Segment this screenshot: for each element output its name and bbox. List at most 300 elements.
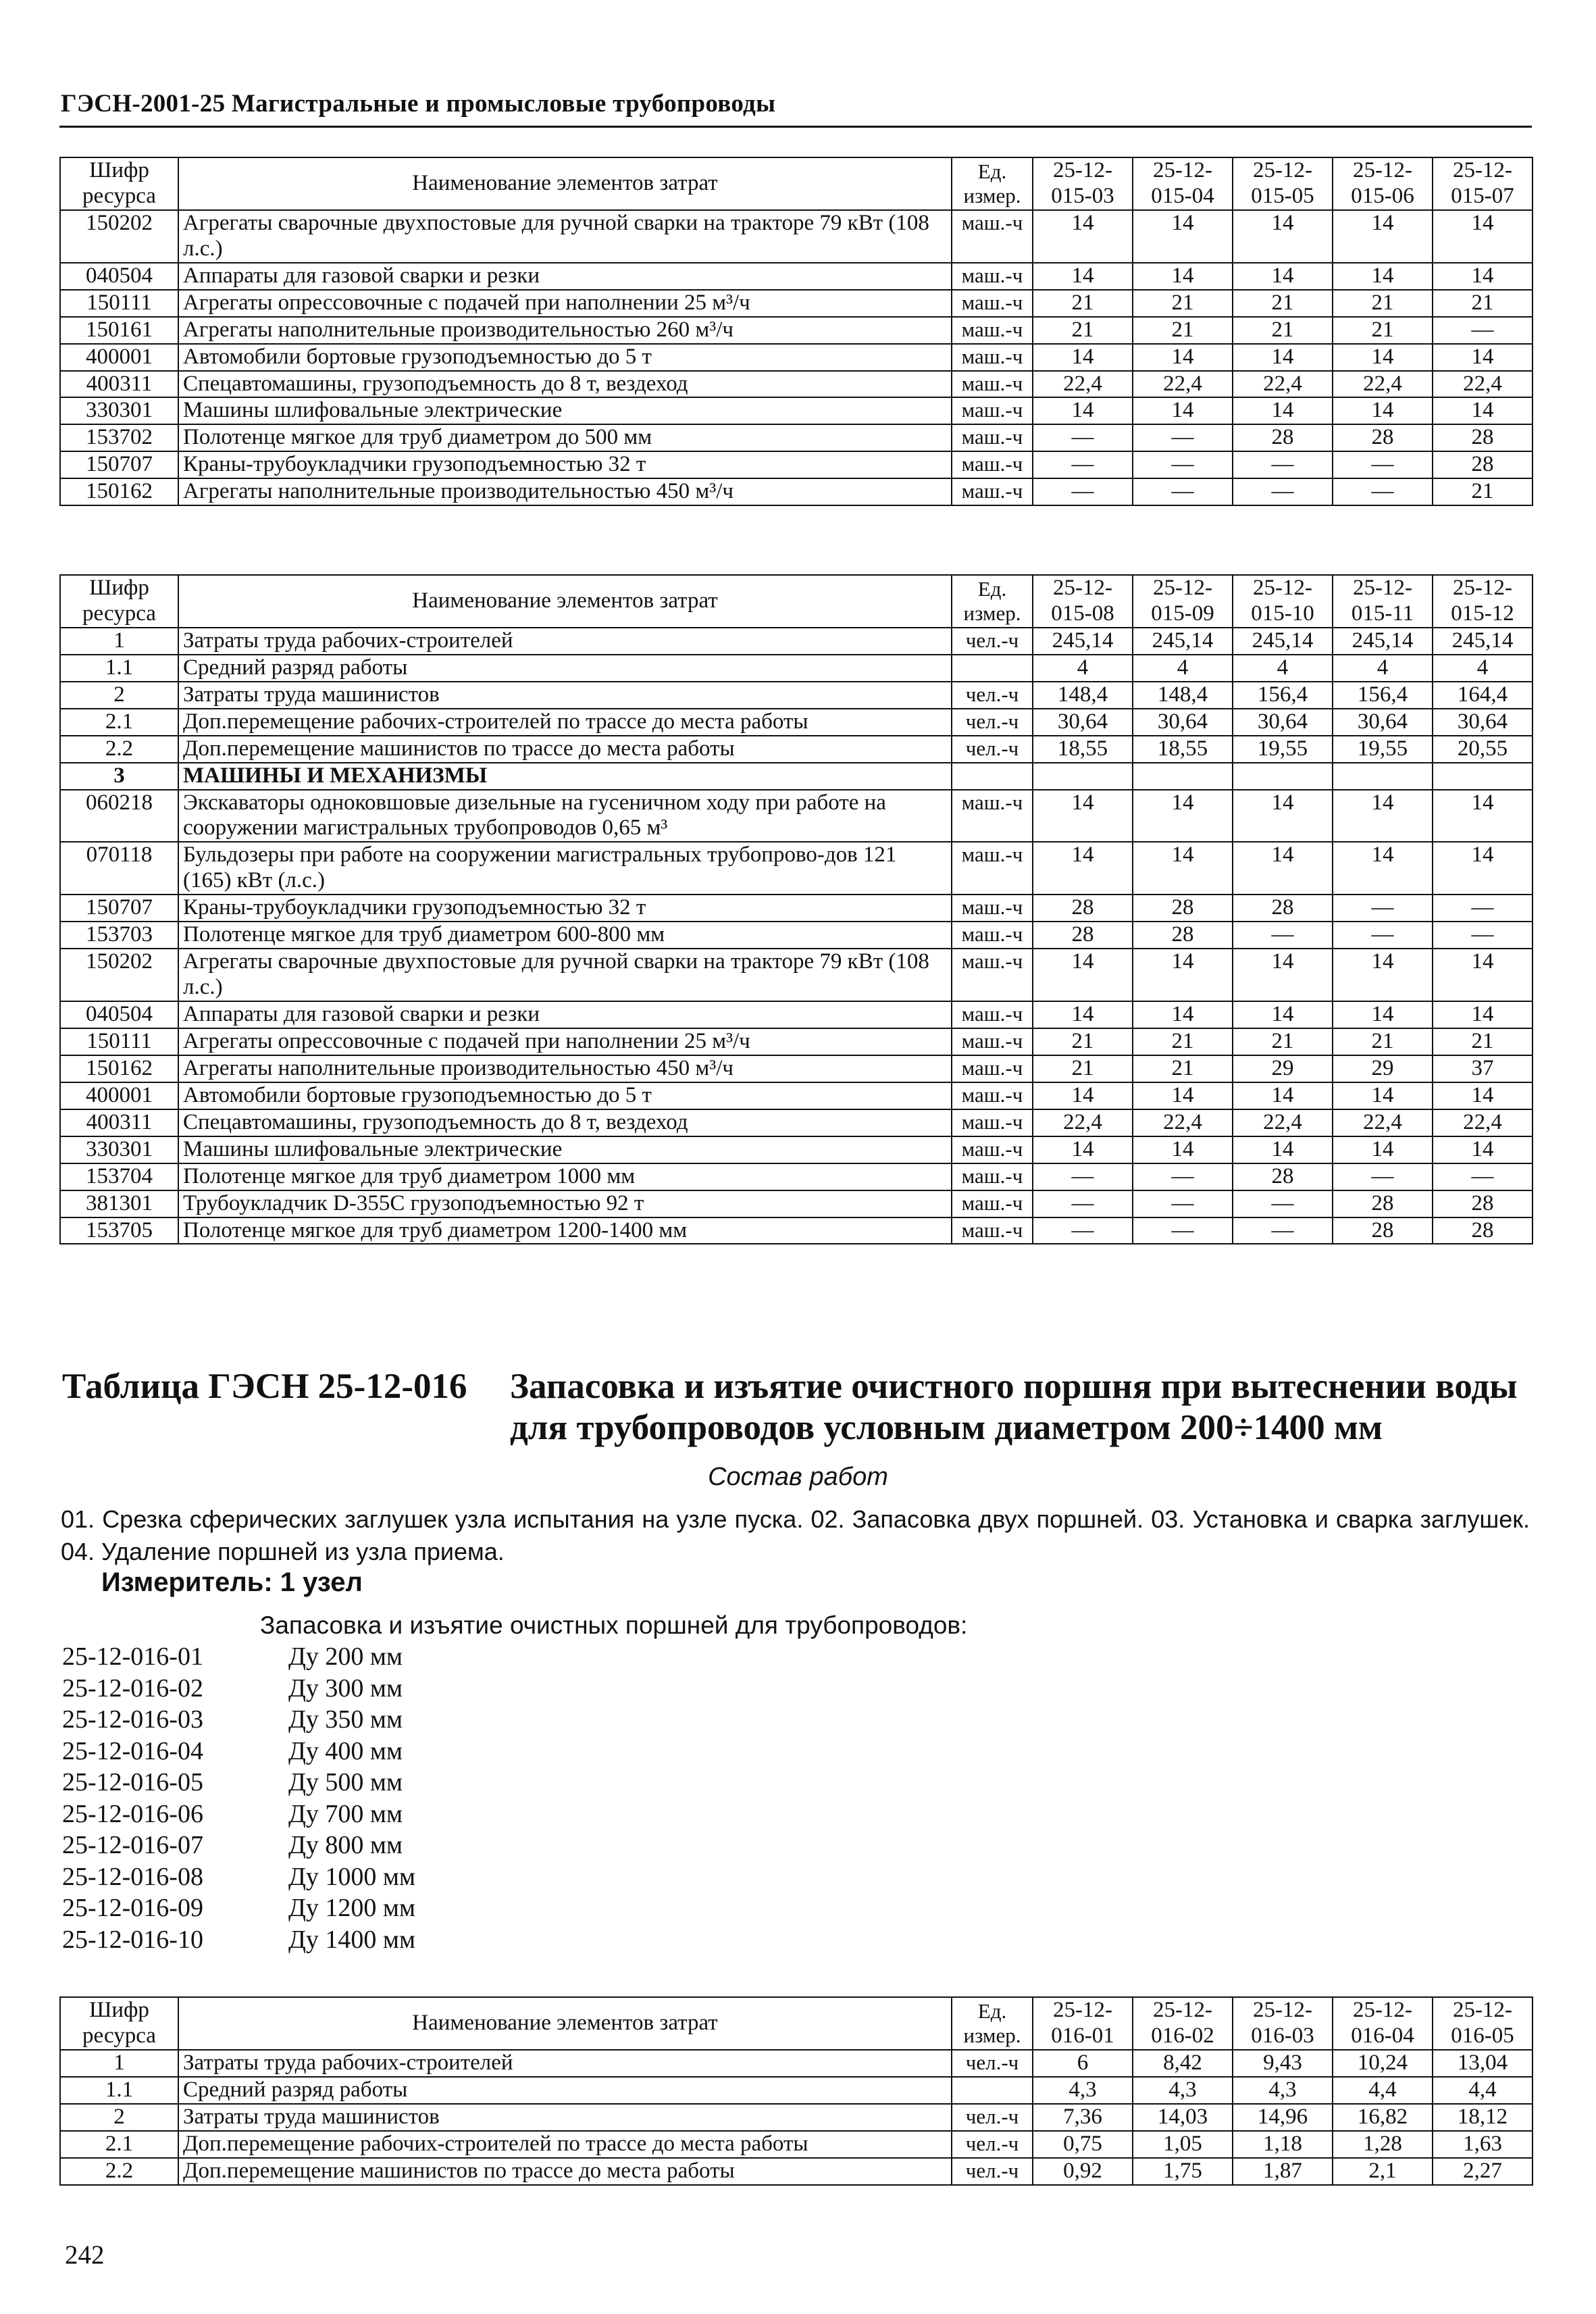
- resource-name-cell: Автомобили бортовые грузоподъемностью до 5 т: [178, 344, 952, 371]
- value-cell: 21: [1033, 1055, 1133, 1082]
- unit-cell: маш.-ч: [952, 1217, 1033, 1244]
- value-cell: 28: [1233, 424, 1333, 451]
- resource-name-cell: Автомобили бортовые грузоподъемностью до 5 т: [178, 1082, 952, 1109]
- header-rate-code-cell: [1033, 575, 1133, 628]
- table-row: [60, 263, 1533, 290]
- rate-code-line: 25-12-: [1253, 1998, 1312, 2022]
- value-cell: —: [1333, 478, 1433, 505]
- rate-code: 25-12-016-01: [62, 1642, 203, 1671]
- unit-cell: чел.-ч: [952, 682, 1033, 709]
- value-cell: 4: [1033, 655, 1133, 682]
- value-cell: 0,92: [1033, 2158, 1133, 2185]
- resource-name-cell: Затраты труда машинистов: [178, 2104, 952, 2131]
- resource-name-cell: Краны-трубоукладчики грузоподъемностью 32 т: [178, 895, 952, 922]
- resource-name-cell: Полотенце мягкое для труб диаметром 1000 мм: [178, 1163, 952, 1190]
- value-cell: 21: [1333, 317, 1433, 344]
- value-cell: [1233, 763, 1333, 790]
- value-cell: 14: [1433, 949, 1533, 1001]
- resource-code-cell: 153702: [60, 424, 178, 451]
- value-cell: [1333, 763, 1433, 790]
- unit-cell: маш.-ч: [952, 478, 1033, 505]
- rate-code: 25-12-016-10: [62, 1925, 203, 1954]
- value-cell: 4: [1233, 655, 1333, 682]
- rate-code: 25-12-016-06: [62, 1799, 203, 1828]
- table-row: [60, 842, 1533, 895]
- page-header: ГЭСН-2001-25 Магистральные и промысловые трубопроводы: [61, 90, 776, 118]
- resource-name-cell: Доп.перемещение рабочих-строителей по трассе до места работы: [178, 2131, 952, 2158]
- table-row: [60, 922, 1533, 949]
- code-list-item: [62, 1799, 415, 1831]
- value-cell: —: [1233, 451, 1333, 478]
- header-code-line: Шифр: [89, 1998, 149, 2022]
- value-cell: 14: [1333, 790, 1433, 842]
- value-cell: 4,3: [1133, 2077, 1233, 2104]
- resource-code-cell: 400001: [60, 1082, 178, 1109]
- unit-cell: [952, 2077, 1033, 2104]
- value-cell: 14: [1433, 210, 1533, 263]
- value-cell: 1,87: [1233, 2158, 1333, 2185]
- value-cell: —: [1133, 1163, 1233, 1190]
- table-row: [60, 1055, 1533, 1082]
- resource-name-cell: МАШИНЫ И МЕХАНИЗМЫ: [178, 763, 952, 790]
- value-cell: 14: [1033, 344, 1133, 371]
- table-row: [60, 317, 1533, 344]
- header-unit-cell: [952, 1997, 1033, 2050]
- unit-cell: маш.-ч: [952, 922, 1033, 949]
- value-cell: 28: [1133, 895, 1233, 922]
- value-cell: 22,4: [1033, 371, 1133, 398]
- value-cell: 29: [1233, 1055, 1333, 1082]
- value-cell: 14: [1233, 842, 1333, 895]
- code-list-item: [62, 1767, 415, 1799]
- table-row: [60, 2158, 1533, 2185]
- value-cell: —: [1033, 1217, 1133, 1244]
- value-cell: 4,3: [1233, 2077, 1333, 2104]
- table-row: [60, 2050, 1533, 2077]
- value-cell: 19,55: [1333, 736, 1433, 763]
- resource-name-cell: Полотенце мягкое для труб диаметром 600-800 мм: [178, 922, 952, 949]
- resource-code-cell: 400001: [60, 344, 178, 371]
- resource-name-cell: Машины шлифовальные электрические: [178, 397, 952, 424]
- value-cell: 21: [1233, 1028, 1333, 1055]
- resource-table-015-03-07: [59, 157, 1533, 506]
- value-cell: 28: [1033, 922, 1133, 949]
- value-cell: 18,12: [1433, 2104, 1533, 2131]
- header-unit-line: измер.: [963, 2023, 1021, 2047]
- value-cell: 0,75: [1033, 2131, 1133, 2158]
- code-list-item: [62, 1705, 415, 1736]
- header-name-cell: Наименование элементов затрат: [178, 575, 952, 628]
- resource-code-cell: 400311: [60, 371, 178, 398]
- value-cell: 22,4: [1233, 371, 1333, 398]
- table-row: [60, 628, 1533, 655]
- value-cell: 14: [1433, 344, 1533, 371]
- resource-name-cell: Машины шлифовальные электрические: [178, 1136, 952, 1163]
- unit-cell: маш.-ч: [952, 290, 1033, 317]
- header-rate-code-cell: [1033, 157, 1133, 210]
- value-cell: 21: [1333, 290, 1433, 317]
- value-cell: —: [1333, 922, 1433, 949]
- value-cell: 22,4: [1033, 1109, 1133, 1136]
- rate-code-line: 25-12-: [1353, 576, 1412, 600]
- table-row: [60, 424, 1533, 451]
- rate-code-line: 25-12-: [1253, 576, 1312, 600]
- value-cell: —: [1133, 478, 1233, 505]
- header-rate-code-cell: [1133, 1997, 1233, 2050]
- rate-diameter: Ду 500 мм: [288, 1768, 403, 1796]
- rate-code: 25-12-016-03: [62, 1705, 203, 1734]
- table-header-row: [60, 1997, 1533, 2050]
- value-cell: 14: [1033, 842, 1133, 895]
- unit-cell: чел.-ч: [952, 709, 1033, 736]
- table-row: [60, 478, 1533, 505]
- value-cell: 30,64: [1433, 709, 1533, 736]
- value-cell: 28: [1433, 1190, 1533, 1217]
- value-cell: 14: [1333, 344, 1433, 371]
- value-cell: 2,1: [1333, 2158, 1433, 2185]
- table-row: [60, 290, 1533, 317]
- rate-diameter: Ду 1000 мм: [288, 1862, 416, 1891]
- rate-diameter: Ду 200 мм: [288, 1642, 403, 1671]
- rate-code-line: 25-12-: [1453, 1998, 1512, 2022]
- resource-code-cell: 2: [60, 682, 178, 709]
- value-cell: 245,14: [1033, 628, 1133, 655]
- resource-code-cell: 040504: [60, 263, 178, 290]
- table-row: [60, 1082, 1533, 1109]
- value-cell: 28: [1433, 424, 1533, 451]
- resource-code-cell: 1.1: [60, 2077, 178, 2104]
- table-header-row: [60, 157, 1533, 210]
- rate-code-line: 015-06: [1351, 183, 1414, 208]
- header-code-cell: [60, 575, 178, 628]
- resource-code-cell: 150162: [60, 478, 178, 505]
- value-cell: 21: [1033, 317, 1133, 344]
- rate-code-line: 25-12-: [1053, 158, 1112, 182]
- value-cell: 30,64: [1233, 709, 1333, 736]
- resource-name-cell: Средний разряд работы: [178, 655, 952, 682]
- value-cell: —: [1233, 478, 1333, 505]
- rate-code-line: 25-12-: [1153, 158, 1212, 182]
- value-cell: 1,75: [1133, 2158, 1233, 2185]
- value-cell: 1,63: [1433, 2131, 1533, 2158]
- resource-code-cell: 150111: [60, 1028, 178, 1055]
- value-cell: 22,4: [1433, 1109, 1533, 1136]
- value-cell: 4: [1433, 655, 1533, 682]
- value-cell: 14: [1233, 210, 1333, 263]
- value-cell: 22,4: [1433, 371, 1533, 398]
- unit-cell: чел.-ч: [952, 736, 1033, 763]
- value-cell: 30,64: [1033, 709, 1133, 736]
- value-cell: 14: [1133, 842, 1233, 895]
- value-cell: —: [1433, 895, 1533, 922]
- value-cell: 21: [1233, 317, 1333, 344]
- unit-cell: чел.-ч: [952, 2158, 1033, 2185]
- resource-code-cell: 150162: [60, 1055, 178, 1082]
- table-row: [60, 1109, 1533, 1136]
- value-cell: 14: [1133, 263, 1233, 290]
- rate-code-line: 015-07: [1451, 183, 1514, 208]
- value-cell: 21: [1433, 290, 1533, 317]
- value-cell: —: [1133, 1217, 1233, 1244]
- rate-code-line: 016-03: [1251, 2023, 1314, 2048]
- value-cell: 14: [1333, 1082, 1433, 1109]
- value-cell: 14,96: [1233, 2104, 1333, 2131]
- resource-code-cell: 330301: [60, 1136, 178, 1163]
- unit-cell: маш.-ч: [952, 1190, 1033, 1217]
- header-rate-code-cell: [1233, 157, 1333, 210]
- resource-code-cell: 1.1: [60, 655, 178, 682]
- rate-code: 25-12-016-02: [62, 1674, 203, 1703]
- rate-code-line: 015-05: [1251, 183, 1314, 208]
- value-cell: 14: [1133, 344, 1233, 371]
- value-cell: 28: [1433, 451, 1533, 478]
- header-rate-code-cell: [1133, 157, 1233, 210]
- header-rate-code-cell: [1433, 157, 1533, 210]
- value-cell: 19,55: [1233, 736, 1333, 763]
- value-cell: [1433, 763, 1533, 790]
- value-cell: —: [1033, 478, 1133, 505]
- table-row: [60, 1136, 1533, 1163]
- value-cell: 28: [1033, 895, 1133, 922]
- value-cell: 21: [1033, 1028, 1133, 1055]
- value-cell: 22,4: [1333, 371, 1433, 398]
- rate-code-line: 016-05: [1451, 2023, 1514, 2048]
- value-cell: 28: [1133, 922, 1233, 949]
- value-cell: 21: [1133, 1028, 1233, 1055]
- rate-code-line: 016-01: [1051, 2023, 1114, 2048]
- rate-code: 25-12-016-07: [62, 1831, 203, 1859]
- header-unit-line: Ед.: [977, 159, 1007, 184]
- value-cell: 14: [1233, 1136, 1333, 1163]
- header-rate-code-cell: [1233, 575, 1333, 628]
- table-row: [60, 1190, 1533, 1217]
- value-cell: 14: [1233, 1082, 1333, 1109]
- rate-code-line: 25-12-: [1353, 1998, 1412, 2022]
- value-cell: —: [1233, 1217, 1333, 1244]
- resource-code-cell: 150111: [60, 290, 178, 317]
- unit-cell: маш.-ч: [952, 424, 1033, 451]
- code-list-item: [62, 1736, 415, 1768]
- rate-code-line: 25-12-: [1453, 158, 1512, 182]
- resource-code-cell: 070118: [60, 842, 178, 895]
- unit-cell: чел.-ч: [952, 2104, 1033, 2131]
- value-cell: —: [1033, 1190, 1133, 1217]
- value-cell: 14: [1133, 397, 1233, 424]
- resource-name-cell: Экскаваторы одноковшовые дизельные на гусеничном ходу при работе на сооружении магистральных трубопроводов 0,65 м³: [178, 790, 952, 842]
- value-cell: 14: [1433, 790, 1533, 842]
- value-cell: 14: [1133, 1082, 1233, 1109]
- rate-code-line: 25-12-: [1253, 158, 1312, 182]
- table-title-line-1: Запасовка и изъятие очистного поршня при вытеснении воды: [510, 1367, 1518, 1406]
- resource-name-cell: Затраты труда машинистов: [178, 682, 952, 709]
- value-cell: 29: [1333, 1055, 1433, 1082]
- value-cell: 164,4: [1433, 682, 1533, 709]
- unit-cell: маш.-ч: [952, 1109, 1033, 1136]
- rate-diameter: Ду 400 мм: [288, 1736, 403, 1765]
- code-list-item: [62, 1862, 415, 1894]
- resource-name-cell: Затраты труда рабочих-строителей: [178, 2050, 952, 2077]
- header-unit-line: Ед.: [977, 577, 1007, 601]
- value-cell: 14: [1433, 1136, 1533, 1163]
- value-cell: —: [1233, 1190, 1333, 1217]
- unit-cell: маш.-ч: [952, 263, 1033, 290]
- resource-name-cell: Трубоукладчик D-355C грузоподъемностью 92 т: [178, 1190, 952, 1217]
- value-cell: 2,27: [1433, 2158, 1533, 2185]
- table-header-row: [60, 575, 1533, 628]
- value-cell: 18,55: [1033, 736, 1133, 763]
- unit-cell: маш.-ч: [952, 317, 1033, 344]
- value-cell: 14: [1333, 210, 1433, 263]
- value-cell: —: [1333, 1163, 1433, 1190]
- value-cell: 14: [1033, 949, 1133, 1001]
- unit-cell: маш.-ч: [952, 1001, 1033, 1028]
- value-cell: 4: [1133, 655, 1233, 682]
- value-cell: 30,64: [1333, 709, 1433, 736]
- value-cell: 148,4: [1133, 682, 1233, 709]
- table-row: [60, 682, 1533, 709]
- value-cell: 14: [1033, 790, 1133, 842]
- table-row: [60, 763, 1533, 790]
- table-row: [60, 736, 1533, 763]
- header-rate-code-cell: [1433, 1997, 1533, 2050]
- rate-code-line: 015-04: [1151, 183, 1214, 208]
- value-cell: 14: [1133, 790, 1233, 842]
- resource-name-cell: Краны-трубоукладчики грузоподъемностью 32 т: [178, 451, 952, 478]
- value-cell: 14: [1033, 1001, 1133, 1028]
- value-cell: 28: [1333, 1217, 1433, 1244]
- value-cell: 14: [1233, 790, 1333, 842]
- rate-code-line: 015-03: [1051, 183, 1114, 208]
- table-row: [60, 397, 1533, 424]
- resource-name-cell: Доп.перемещение машинистов по трассе до места работы: [178, 2158, 952, 2185]
- resource-name-cell: Полотенце мягкое для труб диаметром до 500 мм: [178, 424, 952, 451]
- code-list-item: [62, 1893, 415, 1925]
- header-unit-line: измер.: [963, 183, 1021, 207]
- resource-code-cell: 1: [60, 2050, 178, 2077]
- header-rate-code-cell: [1333, 157, 1433, 210]
- value-cell: 7,36: [1033, 2104, 1133, 2131]
- rate-code-line: 25-12-: [1153, 1998, 1212, 2022]
- value-cell: 10,24: [1333, 2050, 1433, 2077]
- rate-code-line: 016-04: [1351, 2023, 1414, 2048]
- resource-code-cell: 153704: [60, 1163, 178, 1190]
- unit-cell: чел.-ч: [952, 2131, 1033, 2158]
- value-cell: 28: [1233, 895, 1333, 922]
- page-number: 242: [65, 2240, 105, 2269]
- header-code-cell: [60, 157, 178, 210]
- unit-cell: маш.-ч: [952, 1136, 1033, 1163]
- header-code-line: ресурса: [82, 2023, 156, 2048]
- resource-name-cell: Агрегаты наполнительные производительностью 260 м³/ч: [178, 317, 952, 344]
- value-cell: 245,14: [1433, 628, 1533, 655]
- value-cell: 22,4: [1133, 371, 1233, 398]
- table-row: [60, 1028, 1533, 1055]
- table-row: [60, 949, 1533, 1001]
- table-row: [60, 2131, 1533, 2158]
- rate-code-line: 015-09: [1151, 601, 1214, 626]
- value-cell: 14: [1433, 1082, 1533, 1109]
- table-row: [60, 895, 1533, 922]
- resource-name-cell: Спецавтомашины, грузоподъемность до 8 т, вездеход: [178, 1109, 952, 1136]
- rate-code-line: 25-12-: [1053, 576, 1112, 600]
- table-row: [60, 709, 1533, 736]
- value-cell: [1033, 763, 1133, 790]
- table-row: [60, 1217, 1533, 1244]
- value-cell: 1,18: [1233, 2131, 1333, 2158]
- code-list-item: [62, 1642, 415, 1674]
- resource-code-cell: 2.2: [60, 736, 178, 763]
- unit-cell: маш.-ч: [952, 1055, 1033, 1082]
- value-cell: 14: [1133, 1001, 1233, 1028]
- table-title-line-2: для трубопроводов условным диаметром 200÷1400 мм: [510, 1407, 1383, 1447]
- table-row: [60, 1001, 1533, 1028]
- resource-name-cell: Затраты труда рабочих-строителей: [178, 628, 952, 655]
- header-code-line: ресурса: [82, 183, 156, 208]
- value-cell: 20,55: [1433, 736, 1533, 763]
- resource-table-016-01-05: [59, 1996, 1533, 2186]
- table-row: [60, 210, 1533, 263]
- value-cell: 21: [1233, 290, 1333, 317]
- table-row: [60, 655, 1533, 682]
- unit-cell: маш.-ч: [952, 790, 1033, 842]
- value-cell: 14: [1433, 842, 1533, 895]
- value-cell: 8,42: [1133, 2050, 1233, 2077]
- value-cell: 28: [1333, 424, 1433, 451]
- value-cell: —: [1033, 424, 1133, 451]
- header-unit-line: Ед.: [977, 1999, 1007, 2023]
- value-cell: 14: [1033, 1082, 1133, 1109]
- resource-code-cell: 1: [60, 628, 178, 655]
- rate-code-line: 25-12-: [1453, 576, 1512, 600]
- work-steps-text: 01. Срезка сферических заглушек узла испытания на узле пуска. 02. Запасовка двух поршней. 03. Установка и сварка заглушек. 04. Удаление поршней из узла приема.: [61, 1505, 1530, 1565]
- rate-diameter: Ду 700 мм: [288, 1799, 403, 1828]
- unit-cell: маш.-ч: [952, 842, 1033, 895]
- value-cell: 14: [1233, 263, 1333, 290]
- unit-cell: маш.-ч: [952, 1028, 1033, 1055]
- value-cell: 148,4: [1033, 682, 1133, 709]
- table-row: [60, 1163, 1533, 1190]
- rate-code-line: 015-12: [1451, 601, 1514, 626]
- header-rate-code-cell: [1133, 575, 1233, 628]
- rate-code-line: 015-08: [1051, 601, 1114, 626]
- value-cell: 14: [1333, 842, 1433, 895]
- codes-intro: Запасовка и изъятие очистных поршней для трубопроводов:: [260, 1611, 968, 1639]
- value-cell: 21: [1033, 290, 1133, 317]
- resource-code-cell: 2: [60, 2104, 178, 2131]
- value-cell: 14: [1033, 210, 1133, 263]
- value-cell: 21: [1433, 1028, 1533, 1055]
- rate-diameter: Ду 300 мм: [288, 1674, 403, 1703]
- rate-code: 25-12-016-04: [62, 1736, 203, 1765]
- rate-diameter: Ду 1400 мм: [288, 1925, 416, 1954]
- resource-name-cell: Бульдозеры при работе на сооружении магистральных трубопрово-дов 121 (165) кВт (л.с.): [178, 842, 952, 895]
- resource-name-cell: Спецавтомашины, грузоподъемность до 8 т, вездеход: [178, 371, 952, 398]
- resource-code-cell: 400311: [60, 1109, 178, 1136]
- resource-code-cell: 2.1: [60, 2131, 178, 2158]
- value-cell: 22,4: [1333, 1109, 1433, 1136]
- resource-table-015-08-12: [59, 574, 1533, 1244]
- resource-code-cell: 381301: [60, 1190, 178, 1217]
- value-cell: 14: [1033, 263, 1133, 290]
- value-cell: 16,82: [1333, 2104, 1433, 2131]
- unit-cell: маш.-ч: [952, 451, 1033, 478]
- header-name-cell: Наименование элементов затрат: [178, 157, 952, 210]
- value-cell: 4,4: [1333, 2077, 1433, 2104]
- resource-code-cell: 150161: [60, 317, 178, 344]
- value-cell: 14,03: [1133, 2104, 1233, 2131]
- table-row: [60, 2104, 1533, 2131]
- value-cell: 245,14: [1333, 628, 1433, 655]
